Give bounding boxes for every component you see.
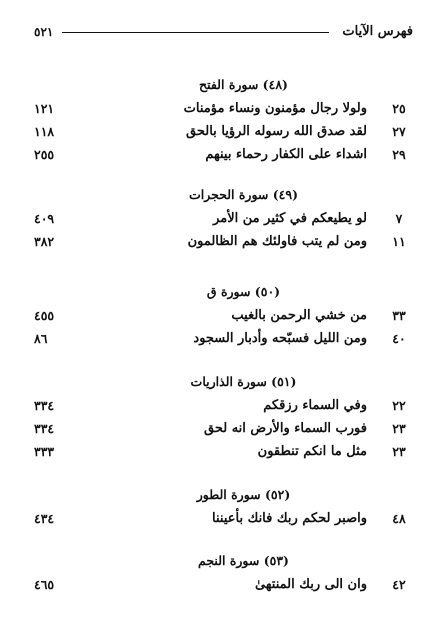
surah-title: (٥٣) سورة النجم: [198, 553, 289, 568]
verse-row: [34, 305, 413, 328]
verse-row: [34, 98, 413, 121]
verse-text: من خشي الرحمن بالغيب: [231, 308, 367, 323]
surah-section-adh-dhariyat: [34, 373, 413, 464]
header-rule: [62, 32, 329, 33]
verse-number: ١١: [392, 234, 406, 249]
verse-row: [34, 231, 413, 254]
surah-section-at-tur: [34, 486, 413, 531]
verse-row: [34, 328, 413, 351]
surah-section-qaf: [34, 283, 413, 351]
page-reference: ٤٥٥: [34, 308, 55, 323]
page-reference: ١١٨: [34, 124, 55, 139]
verse-text: لقد صدق الله رسوله الرؤيا بالحق: [186, 124, 367, 139]
page-reference: ٤٠٩: [34, 211, 55, 226]
page-reference: ٣٣٤: [34, 398, 55, 413]
header-page-number: ٥٢١: [34, 22, 59, 42]
surah-section-an-najm: [34, 552, 413, 597]
page-reference: ٢٥٥: [34, 147, 55, 162]
verse-number: ٢٩: [392, 147, 406, 162]
page-reference: ٨٦: [34, 331, 48, 346]
surah-section-al-fath: [34, 76, 413, 167]
page-reference: ١٢١: [34, 101, 55, 116]
verse-number: ٢٣: [392, 421, 406, 436]
verse-text: وفي السماء رزقكم: [263, 398, 367, 413]
surah-title: (٤٨) سورة الفتح: [199, 77, 288, 92]
verse-text: فورب السماء والأرض انه لحق: [203, 421, 367, 436]
verse-text: اشداء على الكفار رحماء بينهم: [205, 147, 367, 162]
surah-title: (٤٩) سورة الحجرات: [188, 187, 299, 202]
running-header: [34, 22, 413, 44]
verse-text: ومن الليل فسبّحه وأدبار السجود: [193, 331, 367, 346]
verse-number: ٧: [395, 211, 403, 226]
page-reference: ٣٨٢: [34, 234, 55, 249]
verse-number: ٤٨: [392, 511, 406, 526]
surah-title: (٥٢) سورة الطور: [196, 487, 291, 502]
page-reference: ٤٦٥: [34, 577, 55, 592]
verse-text: ومن لم يتب فاولئك هم الظالمون: [187, 234, 367, 249]
verse-number: ٣٣: [392, 308, 406, 323]
surah-section-al-hujurat: [34, 186, 413, 254]
verse-text: وان الى ربك المنتهىٰ: [254, 577, 367, 592]
verse-row: [34, 418, 413, 441]
page-reference: ٣٣٤: [34, 421, 55, 436]
verse-row: [34, 441, 413, 464]
surah-title: (٥١) سورة الذاريات: [190, 374, 297, 389]
verse-text: لو يطيعكم في كثير من الأمر: [213, 211, 367, 226]
page-reference: ٤٣٤: [34, 511, 55, 526]
verse-text: ولولا رجال مؤمنون ونساء مؤمنات: [183, 101, 367, 116]
page-reference: ٣٣٣: [34, 444, 55, 459]
header-title: فهرس الآيات: [336, 22, 413, 42]
verse-text: مثل ما انكم تنطقون: [257, 444, 367, 459]
surah-title: (٥٠) سورة ق: [206, 284, 281, 299]
verse-text: واصبر لحكم ربك فانك بأعيننا: [212, 511, 367, 526]
verse-number: ٢٣: [392, 444, 406, 459]
verse-row: [34, 121, 413, 144]
verse-number: ٤٢: [392, 577, 406, 592]
verse-number: ٢٢: [392, 398, 406, 413]
verse-number: ٢٧: [392, 124, 406, 139]
verse-row: [34, 395, 413, 418]
verse-number: ٤٠: [392, 331, 406, 346]
verse-row: [34, 144, 413, 167]
verse-row: [34, 208, 413, 231]
verse-row: [34, 508, 413, 531]
verse-number: ٢٥: [392, 101, 406, 116]
verse-row: [34, 574, 413, 597]
